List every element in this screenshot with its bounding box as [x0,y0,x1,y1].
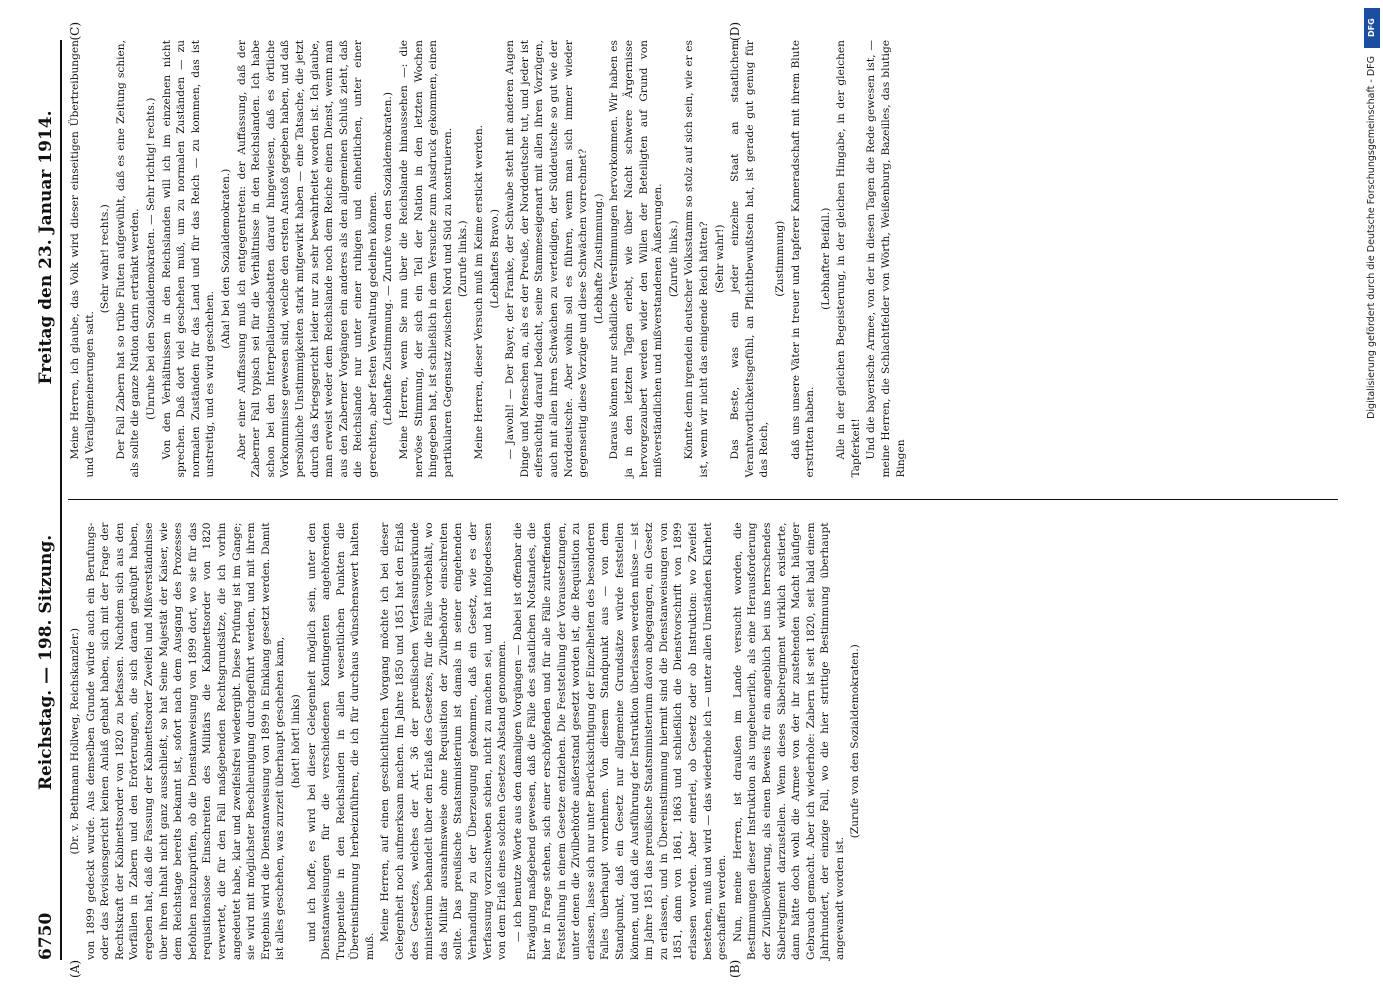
dfg-logo: DFG [1364,8,1380,48]
margin-letter-c: (C) [68,22,82,41]
paragraph: Alle in der gleichen Begeisterung, in der gleichen Hingabe, in der gleichen Tapferkeit! [835,40,862,478]
left-column [68,522,1338,978]
paragraph: — ich benutze Worte aus den damaligen Vorgängen — Dabei ist offenbar die Erwägung maßgebend gewesen, daß die Fälle des staatlichen Notstandes, die hier in Frage stehen, sich einer erschöpfenden und für alle Fälle zutreffenden Feststellung in einem Gesetze entziehen. Die Feststellung der Voraussetzungen, unter denen die Zivilbehörde außerstand gesetzt worden ist, die Requisition zu erlassen, lasse sich nur unter Berücksichtigung der Einzelheiten des besonderen Falles überhaupt vornehmen. Von diesem Standpunkt aus — von dem Standpunkt, daß ein Gesetz nur allgemeine Grundsätze würde feststellen können, und daß die Ausführung der Instruktion überlassen werden müsse — ist im Jahre 1851 das preußische Staatsministerium davon abgegangen, ein Gesetz zu erlassen, und in Übereinstimmung hiermit sind die Dienstanweisungen von 1851, dann von 1861, 1863 und schließlich die Dienstvorschrift von 1899 erlassen worden. Aber einerlei, ob Gesetz oder ob Instruktion: wo Zweifel bestehen, muß und wird — das wiederhole ich — unter allen Umständen Klarheit geschaffen werden. [511,522,729,960]
interjection: (Sehr wahr! rechts.) [99,204,112,314]
interjection: (Zurufe links.) [667,220,680,298]
paragraph: von 1899 gedeckt wurde. Aus demselben Grunde würde auch ein Berufungs- oder das Revisionsgericht keinen Anlaß gehabt haben, sich mit der Frage der Rechtskraft der Kabinettsorder von 1820 zu befassen. Nachdem sich aus den Vorfällen in Zabern und den Erörterungen, die sich daran geknüpft haben, ergeben hat, daß die Fassung der Kabinettsorder Zweifel und Mißverständnisse über ihren Inhalt nicht ganz ausschließt, so hat Seine Majestät der Kaiser, wie dem Reichstage bereits bekannt ist, sofort nach dem Ausgang des Prozesses befohlen nachzuprüfen, ob die Dienstanweisung von 1899 dort, wo sie für das requisitionslose Einschreiten des Militärs die Kabinettsorder von 1820 verwertet, die für den Fall maßgebenden Rechtsgrundsätze, die ich vorhin angedeutet habe, klar und zweifelsfrei wiedergibt. Diese Prüfung ist im Gange; sie wird mit möglichster Beschleunigung durchgeführt werden, und mit ihrem Ergebnis wird die Dienstanweisung von 1899 in Einklang gesetzt werden. Damit ist alles geschehen, was zurzeit überhaupt geschehen kann, [84,522,287,960]
header-session: Reichstag. — 198. Sitzung. [36,534,56,791]
paragraph: Daraus können nur schädliche Verstimmungen hervorkommen. Wir haben es ja in den letzten Tagen erlebt, wie über Nacht schwere Ärgernisse hervorgezaubert werden wider den Willen der Beteiligten auf Grund von mißverständlichen und mißverstandenen Äußerungen. [608,40,665,478]
paragraph: Nun, meine Herren, ist draußen im Lande versucht worden, die Bestimmungen dieser Instruktion als ungeheuerlich, als eine Herausforderung der Zivilbevölkerung, als einen Beweis für ein angeblich bei uns herrschendes Säbelregiment darzustellen. Wenn dieses Säbelregiment wirklich existierte, dann hätte doch wohl die Armee von der ihr zustehenden Macht häufiger Gebrauch gemacht. Aber ich wiederhole: Zabern ist seit 1820, seit bald einem Jahrhundert, der einzige Fall, wo die hier strittige Bestimmung überhaupt angewandt worden ist. [731,522,846,960]
paragraph: Meine Herren, wenn Sie nun über die Reichslande hinaussehen —: die nervöse Stimmung, der sich ein Teil der Nation in den letzten Wochen hingegeben hat, ist schließlich in dem Versuche zum Ausdruck gekommen, einen partikularen Gegensatz zwischen Nord und Süd zu konstruieren. [398,40,454,478]
page-header [36,40,62,960]
paragraph: Meine Herren, dieser Versuch muß im Keime erstickt werden. [473,124,486,460]
interjection: (Zurufe von den Sozialdemokraten.) [849,644,862,839]
interjection: (Lebhaftes Bravo.) [488,209,501,309]
interjection: (Lebhafte Zustimmung.) [592,193,605,324]
interjection: (Zustimmung) [773,220,786,297]
margin-letter-d: (D) [728,22,742,41]
paragraph: — Jawohl! — Der Bayer, der Franke, der Schwabe steht mit anderen Augen Dinge und Menschen an, als es der Preuße, der Norddeutsche tut, und jeder ist eifersüchtig darauf bedacht, seine Stammeseigenart mit allen ihren Vorzügen, auch mit allen ihren Schwächen zu verteidigen, der Süddeutsche so gut wie der Norddeutsche. Aber wohin soll es führen, wenn man sich immer wieder gegenseitig diese Vorzüge und diese Schwächen vorrechnet? [504,40,590,478]
paragraph: Aber einer Auffassung muß ich entgegentreten: der Auffassung, daß der Zaberner Fall typisch sei für die Verhältnisse in den Reichslanden. Ich habe schon bei den Interpellationsdebatten darauf hingewiesen, daß es örtliche Vorkommnisse gewesen sind, welche den ersten Anstoß gegeben haben, und daß persönliche Unstimmigkeiten stark mitgewirkt haben — eine Tatsache, die jetzt durch das Kriegsgericht leider nur zu sehr bewahrheitet worden ist. Ich glaube, man erweist weder dem Reichslande noch dem Reiche einen Dienst, wenn man aus den Zaberner Vorgängen ein anderes als den allgemeinen Schluß zieht, daß die Reichslande nur unter einer ruhigen und einheitlichen, unter einer gerechten, aber festen Verwaltung gedeihen können. [235,40,379,478]
paragraph: Der Fall Zabern hat so trübe Fluten aufgewühlt, daß es eine Zeitung schien, als sollte die ganze Nation darin ertränkt werden. [114,40,142,478]
paragraph: Das Beste, was ein jeder einzelne Staat an staatlichem Verantwortlichkeitsgefühl, an Pflichtbewußtsein hat, ist gerade gut genug für das Reich, [729,40,771,478]
interjection: (Sehr wahr!) [713,224,726,294]
paragraph: Von den Verhältnissen in den Reichslanden will ich im einzelnen nicht sprechen. Daß dort viel geschehen muß, um zu normalen Zuständen — zu normalen Zuständen für das Land und für das Reich — zu kommen, das ist unstreitig, und es wird geschehen. [160,40,217,478]
margin-letter-b: (B) [728,959,742,978]
interjection: (Lebhafte Zustimmung. — Zurufe von den Sozialdemokraten.) [382,92,395,426]
interjection: (Zurufe links.) [457,220,470,298]
header-date: Freitag den 23. Januar 1914. [36,110,56,385]
page-number: 6750 [36,912,56,960]
paragraph: Könnte denn irgendein deutscher Volksstamm so stolz auf sich sein, wie er es ist, wenn wir nicht das einigende Reich hätten? [683,40,710,478]
scanned-document-page [26,20,1356,980]
paragraph: Meine Herren, ich glaube, das Volk wird dieser einseitigen Übertreibungen und Verallgemeinerungen satt. [69,40,96,478]
margin-letter-a: (A) [68,959,82,978]
interjection: (Aha! bei den Sozialdemokraten.) [219,168,232,349]
right-column [68,22,1338,478]
speaker-note: (Dr. v. Bethmann Hollweg, Reichskanzler.) [69,628,81,855]
paragraph: Und die bayerische Armee, von der in diesen Tagen die Rede gewesen ist, — meine Herren, die Schlachtfelder von Wörth, Weißenburg, Bazeilles, das blutige Ringen [865,40,907,478]
interjection: (Unruhe bei den Sozialdemokraten. — Sehr richtig! rechts.) [144,97,157,420]
interjection: (hört! hört! links) [289,694,302,789]
text-columns [68,22,1338,978]
interjection: (Lebhafter Beifall.) [819,207,832,310]
paragraph: und ich hoffe, es wird bei dieser Gelegenheit möglich sein, unter den Dienstanweisungen für die verschiedenen Kontingenten angehörenden Truppenteile in den Reichslanden in allen wesentlichen Punkten die Übereinstimmung herbeizuführen, die ich für durchaus wünschenswert halten muß. [305,522,376,960]
digitization-notice: Digitalisierung gefördert durch die Deutsche Forschungsgemeinschaft - DFG [1366,56,1377,419]
column-divider [68,500,1338,501]
paragraph: Meine Herren, auf einen geschichtlichen Vorgang möchte ich bei dieser Gelegenheit noch aufmerksam machen. Im Jahre 1850 und 1851 hat den Erlaß des Gesetzes, welches der Art. 36 der preußischen Verfassungsurkunde ministerium behandelt über den Erlaß des Gesetzes, für die Fälle vorbehält, wo das Militär ausnahmsweise ohne Requisition der Zivilbehörde einschreiten sollte. Das preußische Staatsministerium ist damals in seiner eingehenden Verhandlung zu der Überzeugung gekommen, daß ein Gesetz, wie es der Verfassung vorzuschweben schien, nicht zu machen sei, und hat infolgedessen von dem Erlaß eines solchen Gesetzes Abstand genommen. [379,522,509,960]
paragraph: daß uns unsere Väter in treuer und tapferer Kameradschaft mit ihrem Blute erstritten haben. [789,40,817,478]
